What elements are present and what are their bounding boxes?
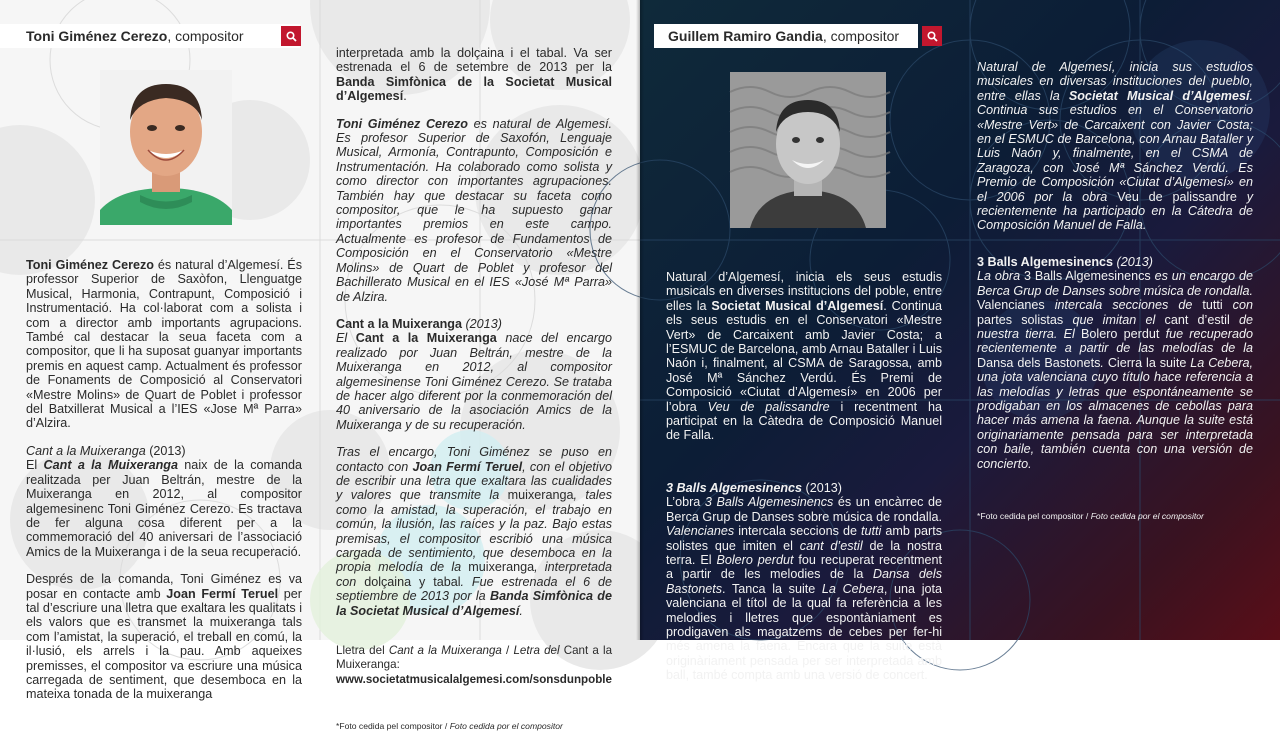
text-run: Tras el encargo, Toni Giménez se puso en contacto con <box>336 445 612 474</box>
text-run: . Fue estrenada el 6 de septiembre de 2013 por la <box>336 574 612 604</box>
work-paragraph-1-ca <box>26 458 302 559</box>
composer-name-guillem: Guillem Ramiro Gandia, compositor <box>668 28 900 44</box>
text-run: fou recuperat recentment a partir de les melodies de la <box>666 552 942 582</box>
text-run: , interpretada con <box>336 560 612 589</box>
text-run: es un encargo de Berca Grup de Danses sobre música de rondalla. <box>977 269 1253 298</box>
text-run: Societat Musical d’Algemesí <box>711 298 884 313</box>
text-run: , tales como la amistad, la superación, el trabajo en común, la ilusión, las raíces y la paz. Bajo estas premisas, el compositor escribió una música cargada de sentimiento, que desemboca en la propia melodía de la <box>336 488 612 575</box>
text-run: Toni Giménez Cerezo <box>26 258 154 272</box>
text-run: Cant a la Muixeranga: <box>336 644 613 672</box>
text-run: Foto cedida por el compositor <box>1090 510 1204 521</box>
text-run: La Cebera <box>821 581 884 596</box>
work-heading-ca: Cant a la Muixeranga (2013) <box>26 443 186 458</box>
text-run: con <box>1222 298 1253 313</box>
text-run: 3 Balls Algemesinencs <box>1023 269 1151 284</box>
text-run: Lletra del <box>336 644 389 658</box>
bio-paragraph-es <box>336 117 612 304</box>
text-run: intercala secciones de <box>1044 298 1203 313</box>
text-run: Foto cedida por el compositor <box>449 721 563 732</box>
work-paragraph-3-ca <box>336 46 612 104</box>
composer-photo-toni <box>100 70 232 225</box>
work-paragraph-guillem-es <box>977 269 1253 471</box>
left-name-bar <box>26 24 244 48</box>
text-run: intercala seccions de <box>734 524 862 539</box>
search-button-right[interactable] <box>922 26 942 46</box>
work-heading-es: Cant a la Muixeranga (2013) <box>336 316 502 331</box>
right-column-2 <box>977 60 1253 536</box>
work-heading-guillem-es: 3 Balls Algemesinencs (2013) <box>977 254 1153 269</box>
text-run: Dansa dels Bastonets <box>977 355 1101 370</box>
right-page <box>640 0 1280 683</box>
text-run: La obra <box>977 269 1024 284</box>
text-run: Banda Simfònica de la Societat Musical d’Algemesí <box>336 74 612 104</box>
text-run: *Foto cedida pel compositor / <box>336 721 450 732</box>
photo-credit-right <box>977 509 1253 523</box>
text-run: Banda Simfònica de la Societat Musical d’Algemesí <box>336 589 612 618</box>
text-run: *Foto cedida pel compositor / <box>977 510 1091 521</box>
right-name-bar <box>668 24 899 48</box>
text-run: Joan Fermí Teruel <box>166 586 279 601</box>
text-run: . <box>1100 355 1108 370</box>
photo-credit-left <box>336 719 612 733</box>
left-column-2 <box>336 46 612 747</box>
lyrics-label <box>336 644 612 673</box>
text-run: amb parts solistes que imiten el <box>666 524 942 553</box>
bio-paragraph-guillem-ca <box>666 270 942 443</box>
portrait-guillem <box>730 72 886 228</box>
text-run: Cant a la Muixeranga <box>43 458 178 473</box>
text-run: Societat Musical d’Algemesí <box>1068 88 1250 103</box>
left-column-1 <box>26 258 302 715</box>
text-run: Letra del <box>513 644 560 658</box>
text-run: nace del encargo realizado por Juan Beltrán, mestre de la Muixeranga en 2012, al compositor algemesinense Toni Giménez Cerezo. Se trataba de hacer algo diferent por la conmemoración del 40 aniversario de la asociación Amics de la Muixeranga y de su recuperación. <box>336 331 613 432</box>
text-run: és natural d’Algemesí. És professor Superior de Saxòfon, Llenguatge Musical, Harmonia, Contrapunt, Composició i Instrumentació. Ha col·laborat com a solista i com a director amb importants agrupacions. També cal destacar la seua faceta com a compositor, que li ha suposat guanyar importants premis en aquest camp. Actualment és professor de Fonaments de Composició al Conservatori «Mestre Molins» de Quart de Poblet i professor del Batxillerat Musical a l’IES «Jose Mª Parra» d’Alzira. <box>26 258 302 431</box>
work-paragraph-2-es <box>336 445 612 618</box>
work-paragraph-guillem-ca <box>666 495 942 682</box>
text-run: y recientemente ha participado en la Cátedra de Composición Manuel de Falla. <box>977 189 1253 233</box>
text-run: Veu de palissandre <box>1117 189 1237 204</box>
text-run: Veu de palissandre <box>707 399 830 414</box>
text-run: Joan Fermí Teruel <box>412 459 523 474</box>
text-run: . Tanca la suite <box>722 581 822 596</box>
text-run: Valencianes <box>666 524 735 539</box>
text-run: cant d’estil <box>1164 312 1230 327</box>
text-run: Toni Giménez Cerezo <box>336 116 468 131</box>
text-run: dolçaina y tabal <box>364 574 461 589</box>
text-run: interpretada amb la dolçaina i el tabal. Va ser estrenada el 6 de setembre de 2013 per la <box>336 46 612 75</box>
text-run: és un encàrrec de Berca Grup de Danses sobre música de rondalla. <box>666 495 943 524</box>
text-run: de nuestra tierra. El <box>977 312 1253 341</box>
text-run: , con el objetivo de escribir una letra que exaltara las cualidades y valores que transmite la <box>336 459 612 503</box>
magnifier-icon <box>286 31 297 42</box>
text-run: per tal d’escriure una lletra que exaltara les qualitats i els valors que es transmet la muixeranga tals com l’amistat, la superació, el treball en comú, la il·lusió, els arrels i la pau. Amb aqueixes premisses, el compositor va escriure una música carregada de sentiment, que desemboca en la mateixa tonada de la muixeranga <box>26 586 303 702</box>
text-run: Natural de Algemesí, inicia sus estudios musicales en diversas instituciones del pueblo, entre ellas la <box>977 60 1253 103</box>
work-paragraph-1-es <box>336 331 612 432</box>
text-run: Cant a la Muixeranga <box>388 644 502 658</box>
text-run: Natural d’Algemesí, inicia els seus estudis musicals en diverses institucions del poble, entre elles la <box>666 270 942 313</box>
work-heading-guillem-ca: 3 Balls Algemesinencs (2013) <box>666 480 842 495</box>
text-run: , una jota valenciana el títol de la qual fa referència a les melodies i lletres que espontàniament es prodigaven als magatzems de cebes per fer-hi més amena la faena. Encara que la suite està originàriament pensada per ser interpretada amb ball, també compta amb una versió de concert. <box>666 581 942 683</box>
text-run: . Continua sus estudios en el Conservatorio «Mestre Vert» de Carcaixent con Javier Costa; en el ESMUC de Barcelona, con Arnau Bataller y Luis Naón y, finalmente, en el CSMA de Zaragoza, con José Mª Sánchez Verdú. Es Premio de Composición «Ciutat d’Algemesí» en el 2006 por la obra <box>977 88 1254 204</box>
text-run: tutti <box>861 524 882 539</box>
text-run: . <box>519 603 523 618</box>
bio-paragraph-ca <box>26 258 302 431</box>
text-run: , una jota valenciana cuyo título hace referencia a las melodías y letras que espontáneamente se prodigaban en los almacenes de cebollas para hacer más amena la faena. Aunque la suite está originariamente pensada para ser interpretada con baile, también cuenta con una versión de concierto. <box>977 355 1254 471</box>
text-run: muixeranga <box>507 488 574 503</box>
text-run: fue recuperado recientemente a partir de las melodías de la <box>977 326 1253 356</box>
text-run: . <box>403 89 407 104</box>
text-run: El <box>26 458 44 473</box>
text-run: partes solistas <box>977 312 1064 327</box>
text-run: Bolero perdut <box>1081 326 1160 341</box>
lyrics-url-link[interactable]: www.societatmusicalalgemesi.com/sonsdunpoble <box>336 672 612 686</box>
text-run: que imitan el <box>1063 312 1165 327</box>
text-run: . Continua els seus estudis en el Conservatori «Mestre Vert» de Carcaixent amb Javier Costa; a l’ESMUC de Barcelona, amb Arnau Bataller i Luis Naón i, finalment, al CSMA de Saragossa, amb José Mª Sánchez Verdú. És Premi de Composició «Ciutat d’Algemesí» en 2006 per l’obra <box>666 298 943 414</box>
text-run: Dansa dels Bastonets <box>666 567 942 596</box>
text-run: naix de la comanda realitzada per Juan Beltrán, mestre de la Muixeranga en 2012, al compositor algemesinenc Toni Giménez Cerezo. Es tractava de fer alguna cosa diferent per a la commemoració del 40 aniversari de l’associació Amics de la Muixeranga i de la seua recuperació. <box>26 458 302 559</box>
left-page <box>0 0 640 732</box>
text-run: Bolero perdut <box>716 552 794 567</box>
text-run: tutti <box>1202 298 1223 313</box>
page-spine <box>636 0 644 640</box>
composer-photo-guillem <box>730 72 886 228</box>
text-run: 3 Balls Algemesinencs <box>704 495 834 510</box>
text-run: Cierra la suite <box>1107 355 1187 370</box>
text-run: de la nostra terra. El <box>666 538 942 567</box>
bio-paragraph-guillem-es <box>977 60 1253 233</box>
text-run: El <box>336 331 356 346</box>
text-run: i recentment ha participat en la Càtedra de Composició Manuel de Falla. <box>666 399 942 443</box>
magnifier-icon <box>927 31 938 42</box>
text-run: Després de la comanda, Toni Giménez es va posar en contacte amb <box>26 572 302 601</box>
search-button-left[interactable] <box>281 26 301 46</box>
text-run: es natural de Algemesí. Es profesor Superior de Saxofón, Lenguaje Musical, Armonía, Contrapunto, Composición e Instrumentación. Ha colaborado como solista y como director con importantes agrupaciones. También hay que destacar su faceta como compositor, que le ha supuesto ganar importantes premios en este campo. Actualmente es profesor de Fundamentos de Composición en el Conservatorio «Mestre Molins» de Quart de Poblet y profesor del Bachillerato Musical en el IES «José Mª Parra» de Alzira. <box>336 116 613 304</box>
text-run: / <box>501 644 514 658</box>
text-run: cant d’estil <box>799 538 863 553</box>
composer-name-toni: Toni Giménez Cerezo, compositor <box>26 28 244 44</box>
text-run: L’obra <box>666 495 705 510</box>
work-paragraph-2-ca <box>26 572 302 702</box>
text-run: La Cebera <box>1186 355 1250 370</box>
portrait-toni <box>100 70 232 225</box>
text-run: muixeranga <box>468 560 535 575</box>
text-run: Cant a la Muixeranga <box>355 331 497 346</box>
text-run: Valencianes <box>977 298 1045 313</box>
right-column-1 <box>666 270 942 696</box>
